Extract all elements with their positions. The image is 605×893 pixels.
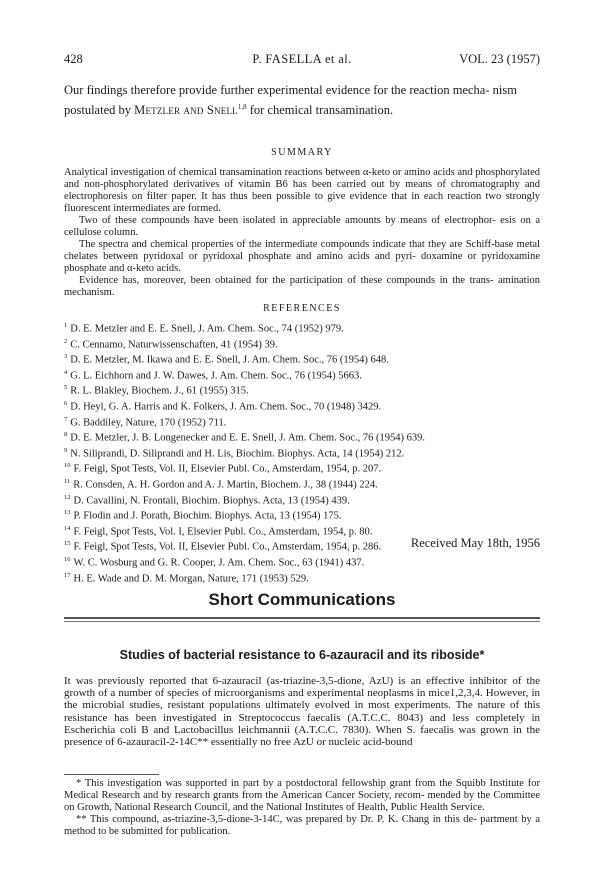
- reference-item: [64, 398, 540, 414]
- reference-number: 7: [64, 415, 68, 423]
- intro-ref-marks: 1,8: [237, 103, 247, 111]
- reference-text: D. E. Metzler, M. Ikawa and E. E. Snell, J. Am. Chem. Soc., 76 (1954) 648.: [70, 354, 389, 366]
- summary-heading: SUMMARY: [271, 147, 333, 158]
- section-title: Short Communications: [208, 590, 396, 609]
- running-header: [64, 52, 540, 68]
- article-body: It was previously reported that 6-azauracil (as-triazine-3,5-dione, AzU) is an effective inhibitor of the growth of a number of species of microorganisms and experimental neoplasms in mice1,2,3,4. However, in the microbial studies, resistant populations ultimately evolved in most experiments. The nature of this resistance has been investigated in Streptococcus faecalis (A.T.C.C. 8043) and less completely in Escherichia coli B and Lactobacillus leichmannii (A.T.C.C. 7830). When S. faecalis was grown in the presence of 6-azauracil-2-14C** essentially no free AzU or nucleic acid-bound: [64, 675, 540, 749]
- reference-text: D. Cavallini, N. Frontali, Biochim. Biophys. Acta, 13 (1954) 439.: [73, 495, 350, 507]
- reference-text: P. Flodin and J. Porath, Biochim. Biophys. Acta, 13 (1954) 175.: [73, 510, 342, 522]
- article-title: Studies of bacterial resistance to 6-azauracil and its riboside*: [119, 648, 485, 662]
- footnote: * This investigation was supported in part by a postdoctoral fellowship grant from the Squibb Institute for Medical Research and by research grants from the American Cancer Society, recom- mended by the Committee on Growth, National Research Council, and the National Institutes of Health, Public Health Service.: [64, 778, 540, 813]
- reference-item: [64, 492, 540, 508]
- intro-authors: Metzler and Snell: [134, 103, 238, 118]
- reference-item: [64, 367, 540, 383]
- page-number: 428: [64, 52, 83, 66]
- reference-text: N. Siliprandi, D. Siliprandi and H. Lis, Biochim. Biophys. Acta, 14 (1954) 212.: [70, 448, 405, 460]
- reference-item: [64, 429, 540, 445]
- reference-text: R. Consden, A. H. Gordon and A. J. Martin, Biochem. J., 38 (1944) 224.: [73, 479, 378, 491]
- intro-text-end: for chemical transamination.: [246, 103, 394, 118]
- reference-number: 15: [64, 540, 71, 548]
- reference-number: 1: [64, 322, 68, 329]
- reference-number: 5: [64, 384, 68, 392]
- reference-text: H. E. Wade and D. M. Morgan, Nature, 171 (1953) 529.: [73, 573, 309, 584]
- section-rule-thin: [64, 621, 540, 622]
- intro-text: Our findings therefore provide further experimental evidence for the reaction mecha- nism postulated by: [64, 83, 517, 118]
- reference-item: [64, 320, 540, 336]
- reference-item: [64, 507, 540, 523]
- volume-label: VOL. 23 (1957): [459, 52, 540, 66]
- reference-item: [64, 460, 540, 476]
- footnote: ** This compound, as-triazine-3,5-dione-3-14C, was prepared by Dr. P. K. Chang in this de- partment by a method to be submitted for publication.: [64, 814, 540, 837]
- footnotes: [64, 778, 540, 838]
- reference-text: G. L. Eichhorn and J. W. Dawes, J. Am. Chem. Soc., 76 (1954) 5663.: [70, 370, 362, 382]
- reference-item: [64, 351, 540, 367]
- reference-item: [64, 336, 540, 352]
- reference-item: [64, 414, 540, 430]
- summary-paragraph: Two of these compounds have been isolated in appreciable amounts by means of electrophor- esis on a cellulose column.: [64, 215, 540, 238]
- reference-item: [64, 445, 540, 461]
- reference-number: 8: [64, 431, 68, 439]
- reference-item: [64, 570, 540, 586]
- footnote-divider: [64, 774, 159, 775]
- reference-item: [64, 554, 540, 570]
- summary-paragraph: Analytical investigation of chemical transamination reactions between α-keto or amino acids and phosphorylated and non-phosphorylated derivatives of vitamin B6 has been carried out by means of chromatography and electrophoresis on filter paper. It has thus been possible to give evidence that in each reaction two strongly fluorescent intermediates are formed.: [64, 167, 540, 214]
- reference-text: R. L. Blakley, Biochem. J., 61 (1955) 315.: [70, 385, 249, 397]
- reference-number: 12: [64, 493, 71, 501]
- reference-number: 9: [64, 446, 68, 454]
- references-heading: REFERENCES: [263, 303, 341, 314]
- reference-number: 14: [64, 524, 71, 532]
- reference-number: 10: [64, 462, 71, 470]
- summary-paragraph: The spectra and chemical properties of the intermediate compounds indicate that they are Schiff-base metal chelates between pyridoxal or pyridoxal phosphate and amino acids and pyri- doxamine or pyridoxamine phosphate and α-keto acids.: [64, 239, 540, 274]
- section-rule: [64, 617, 540, 619]
- intro-paragraph: [64, 82, 540, 119]
- running-title: P. FASELLA et al.: [252, 52, 352, 66]
- summary-section: [64, 167, 540, 299]
- summary-paragraph: Evidence has, moreover, been obtained for the participation of these compounds in the trans- amination mechanism.: [64, 275, 540, 298]
- reference-number: 16: [64, 555, 71, 563]
- reference-number: 13: [64, 509, 71, 517]
- reference-number: 6: [64, 399, 68, 407]
- reference-text: C. Cennamo, Naturwissenschaften, 41 (1954) 39.: [70, 339, 278, 351]
- reference-number: 11: [64, 477, 71, 485]
- reference-text: F. Feigl, Spot Tests, Vol. II, Elsevier Publ. Co., Amsterdam, 1954, p. 207.: [73, 463, 382, 475]
- reference-number: 4: [64, 368, 68, 376]
- reference-item: [64, 476, 540, 492]
- reference-text: D. E. Metzler and E. E. Snell, J. Am. Chem. Soc., 74 (1952) 979.: [70, 323, 344, 335]
- reference-text: D. E. Metzler, J. B. Longenecker and E. E. Snell, J. Am. Chem. Soc., 76 (1954) 639.: [70, 432, 426, 444]
- reference-text: F. Feigl, Spot Tests, Vol. I, Elsevier Publ. Co., Amsterdam, 1954, p. 80.: [73, 526, 373, 538]
- received-date: Received May 18th, 1956: [410, 536, 540, 550]
- reference-number: 17: [64, 571, 71, 579]
- reference-text: W. C. Wosburg and G. R. Cooper, J. Am. Chem. Soc., 63 (1941) 437.: [73, 557, 365, 569]
- reference-text: G. Baddiley, Nature, 170 (1952) 711.: [70, 417, 227, 429]
- reference-number: 3: [64, 353, 68, 361]
- reference-number: 2: [64, 337, 68, 345]
- reference-item: [64, 382, 540, 398]
- reference-text: D. Heyl, G. A. Harris and K. Folkers, J. Am. Chem. Soc., 70 (1948) 3429.: [70, 401, 382, 413]
- reference-text: F. Feigl, Spot Tests, Vol. II, Elsevier Publ. Co., Amsterdam, 1954, p. 286.: [73, 541, 382, 553]
